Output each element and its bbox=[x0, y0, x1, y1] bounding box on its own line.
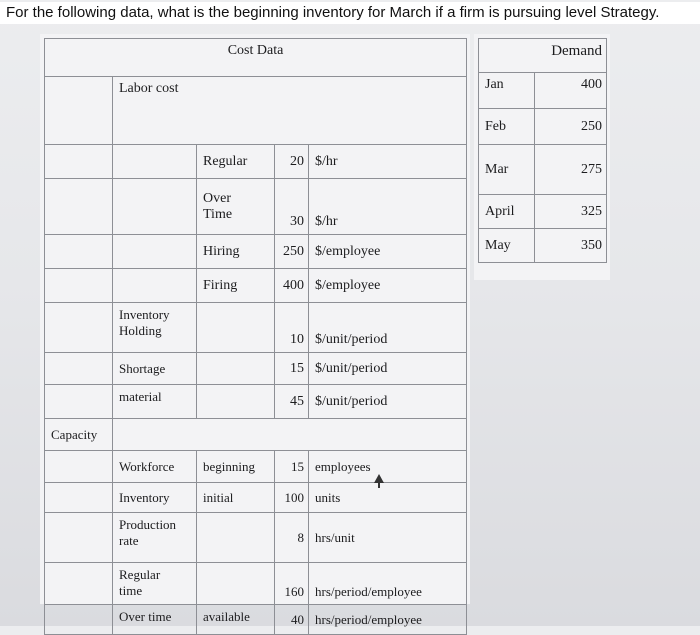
demand-value: 325 bbox=[535, 195, 607, 229]
row-value: 45 bbox=[275, 385, 309, 419]
row-label: Production rate bbox=[113, 513, 197, 563]
row-unit: hrs/unit bbox=[309, 513, 467, 563]
table-row bbox=[45, 385, 467, 419]
row-label: Over time bbox=[113, 605, 197, 635]
labor-cost-row bbox=[45, 77, 467, 145]
row-unit: hrs/period/employee bbox=[309, 605, 467, 635]
row-unit: employees bbox=[309, 451, 467, 483]
table-row bbox=[479, 195, 607, 229]
table-row bbox=[45, 483, 467, 513]
row-value: 160 bbox=[275, 563, 309, 605]
row-label: Shortage bbox=[113, 353, 197, 385]
pointer-cursor-icon bbox=[374, 474, 384, 483]
row-unit: $/unit/period bbox=[309, 303, 467, 353]
table-row bbox=[45, 513, 467, 563]
row-label: material bbox=[113, 385, 197, 419]
row-value: 400 bbox=[275, 269, 309, 303]
table-row bbox=[45, 303, 467, 353]
table-row bbox=[479, 229, 607, 263]
row-label: Regular time bbox=[113, 563, 197, 605]
row-unit: $/hr bbox=[309, 145, 467, 179]
cost-data-title: Cost Data bbox=[45, 39, 467, 77]
row-unit: $/employee bbox=[309, 235, 467, 269]
month-label: Feb bbox=[479, 109, 535, 145]
cost-title-row bbox=[45, 39, 467, 77]
row-sublabel: initial bbox=[197, 483, 275, 513]
table-row bbox=[45, 235, 467, 269]
table-row bbox=[45, 179, 467, 235]
demand-value: 350 bbox=[535, 229, 607, 263]
row-label: Inventory bbox=[113, 483, 197, 513]
demand-table bbox=[478, 38, 607, 263]
month-label: April bbox=[479, 195, 535, 229]
row-unit: units bbox=[309, 483, 467, 513]
row-value: 8 bbox=[275, 513, 309, 563]
row-value: 100 bbox=[275, 483, 309, 513]
row-label: Inventory Holding bbox=[113, 303, 197, 353]
capacity-label: Capacity bbox=[45, 419, 113, 451]
row-label: Regular bbox=[197, 145, 275, 179]
labor-cost-label: Labor cost bbox=[113, 77, 467, 145]
row-unit: $/employee bbox=[309, 269, 467, 303]
cost-data-table bbox=[44, 38, 467, 635]
row-value: 40 bbox=[275, 605, 309, 635]
row-value: 20 bbox=[275, 145, 309, 179]
table-row bbox=[45, 269, 467, 303]
table-row bbox=[45, 605, 467, 635]
table-row bbox=[479, 73, 607, 109]
capacity-row bbox=[45, 419, 467, 451]
row-label: Hiring bbox=[197, 235, 275, 269]
row-value: 250 bbox=[275, 235, 309, 269]
row-unit: $/unit/period bbox=[309, 385, 467, 419]
cell-blank bbox=[45, 77, 113, 145]
table-row bbox=[479, 145, 607, 195]
demand-title-row bbox=[479, 39, 607, 73]
row-value: 15 bbox=[275, 451, 309, 483]
table-row bbox=[45, 451, 467, 483]
table-row bbox=[479, 109, 607, 145]
row-unit: hrs/period/employee bbox=[309, 563, 467, 605]
row-label: Over Time bbox=[197, 179, 275, 235]
demand-value: 275 bbox=[535, 145, 607, 195]
row-unit: $/hr bbox=[309, 179, 467, 235]
month-label: Jan bbox=[479, 73, 535, 109]
question-text: For the following data, what is the beginning inventory for March if a firm is pursuing level Strategy. bbox=[0, 2, 700, 24]
month-label: May bbox=[479, 229, 535, 263]
demand-value: 400 bbox=[535, 73, 607, 109]
row-value: 30 bbox=[275, 179, 309, 235]
month-label: Mar bbox=[479, 145, 535, 195]
row-unit: $/unit/period bbox=[309, 353, 467, 385]
table-row bbox=[45, 145, 467, 179]
row-label: Firing bbox=[197, 269, 275, 303]
row-value: 15 bbox=[275, 353, 309, 385]
row-sublabel: available bbox=[197, 605, 275, 635]
demand-value: 250 bbox=[535, 109, 607, 145]
table-row bbox=[45, 353, 467, 385]
table-row bbox=[45, 563, 467, 605]
row-sublabel: beginning bbox=[197, 451, 275, 483]
row-label: Workforce bbox=[113, 451, 197, 483]
row-value: 10 bbox=[275, 303, 309, 353]
demand-title: Demand bbox=[479, 39, 607, 73]
